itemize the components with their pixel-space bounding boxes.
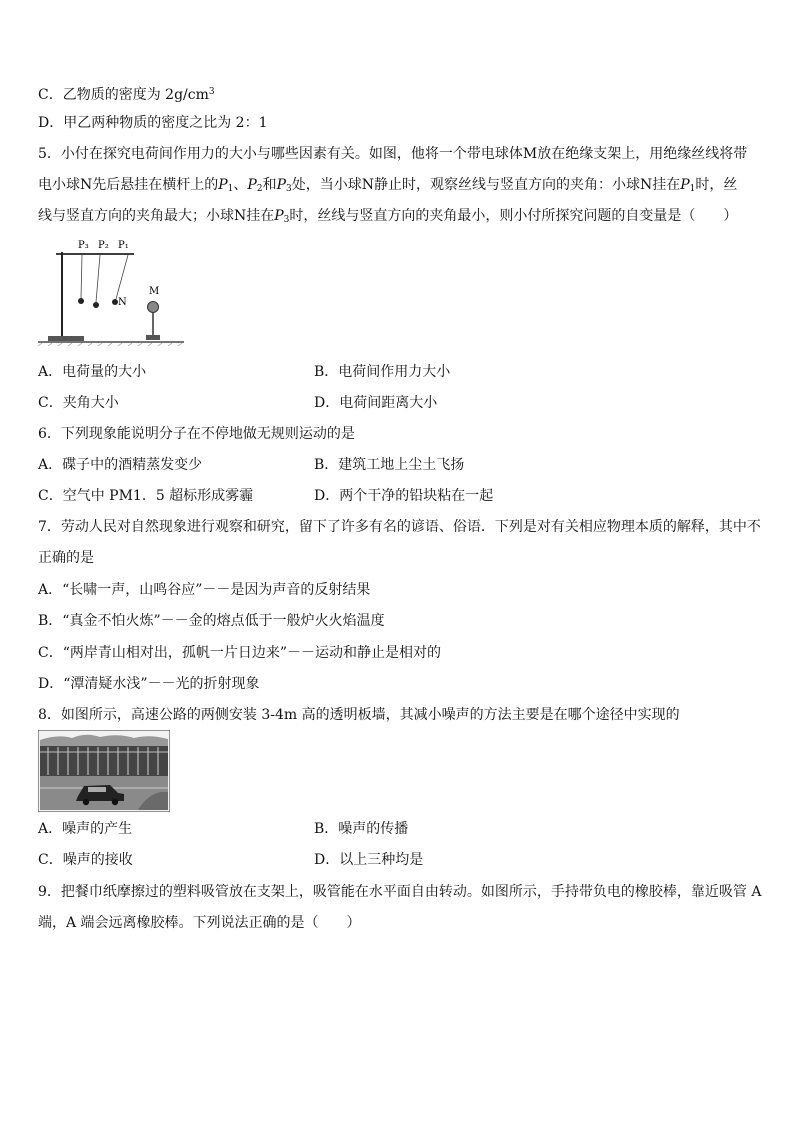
q5-option-b: B．电荷间作用力大小 [314,364,451,380]
q6-option-c: C．空气中 PM1．5 超标形成雾霾 [38,488,254,504]
q9-stem-line2: 端，A 端会远离橡胶棒。下列说法正确的是（ ） [38,915,361,931]
q7-stem-line1: 7．劳动人民对自然现象进行观察和研究，留下了许多有名的谚语、俗语．下列是对有关相应物理本质的解释，其中不 [38,519,761,535]
q6-option-a: A．碟子中的酒精蒸发变少 [38,457,203,473]
q5-option-a: A．电荷量的大小 [38,364,147,380]
q9-stem-line1: 9．把餐巾纸摩擦过的塑料吸管放在支架上，吸管能在水平面自由转动。如图所示，手持带负电的橡胶棒，靠近吸管 A [38,884,762,900]
q5-option-c: C．夹角大小 [38,395,119,411]
q8-figure-highway-noise-barrier [38,730,170,812]
q6-options-row2 [38,486,758,506]
q8-stem: 8．如图所示，高速公路的两侧安装 3-4m 高的透明板墙，其减小噪声的方法主要是在哪个途径中实现的 [38,707,680,723]
q5-stem-line1: 5．小付在探究电荷间作用力的大小与哪些因素有关。如图，他将一个带电球体M放在绝缘支架上，用绝缘丝线将带 [38,146,748,162]
label-m: M [149,286,160,297]
q7-option-a: A．“长啸一声，山鸣谷应”－－是因为声音的反射结果 [38,582,371,598]
q7-option-d: D．“潭清疑水浅”－－光的折射现象 [38,676,260,692]
q5-stem-line2: 电小球N先后悬挂在横杆上的$P_1$、$P_2$和$P_3$处，当小球N静止时，观察丝线与竖直方向的夹角：小球N挂在$P_1$时，丝 [38,177,738,194]
label-n: N [118,297,127,308]
q6-option-b: B．建筑工地上尘土飞扬 [314,457,465,473]
q8-option-a: A．噪声的产生 [38,821,133,837]
q4-option-d: D．甲乙两种物质的密度之比为 2：1 [38,115,268,131]
label-p2: P₂ [98,240,109,251]
label-p3: P₃ [78,240,89,251]
label-p1: P₁ [118,240,129,251]
q7-option-c: C．“两岸青山相对出，孤帆一片日边来”－－运动和静止是相对的 [38,645,442,661]
q5-options-row1 [38,362,758,382]
q6-option-d: D．两个干净的铅块粘在一起 [314,488,494,504]
q7-option-b: B．“真金不怕火炼”－－金的熔点低于一般炉火火焰温度 [38,613,385,629]
q5-figure-charged-balls [38,236,184,346]
q7-stem-line2: 正确的是 [38,550,94,566]
q8-option-c: C．噪声的接收 [38,852,133,868]
q6-options-row1 [38,455,758,475]
q5-options-row2 [38,393,758,413]
q5-stem-line3: 线与竖直方向的夹角最大；小球N挂在$P_3$时，丝线与竖直方向的夹角最小，则小付所探究问题的自变量是（ ） [38,208,738,225]
q8-option-b: B．噪声的传播 [314,821,409,837]
q8-options-row2 [38,850,758,870]
q4-option-c: C．乙物质的密度为 $2g/cm^3$ [38,87,215,103]
q6-stem: 6．下列现象能说明分子在不停地做无规则运动的是 [38,426,355,442]
q5-option-d: D．电荷间距离大小 [314,395,438,411]
q8-options-row1 [38,819,758,839]
q8-option-d: D．以上三种均是 [314,852,424,868]
